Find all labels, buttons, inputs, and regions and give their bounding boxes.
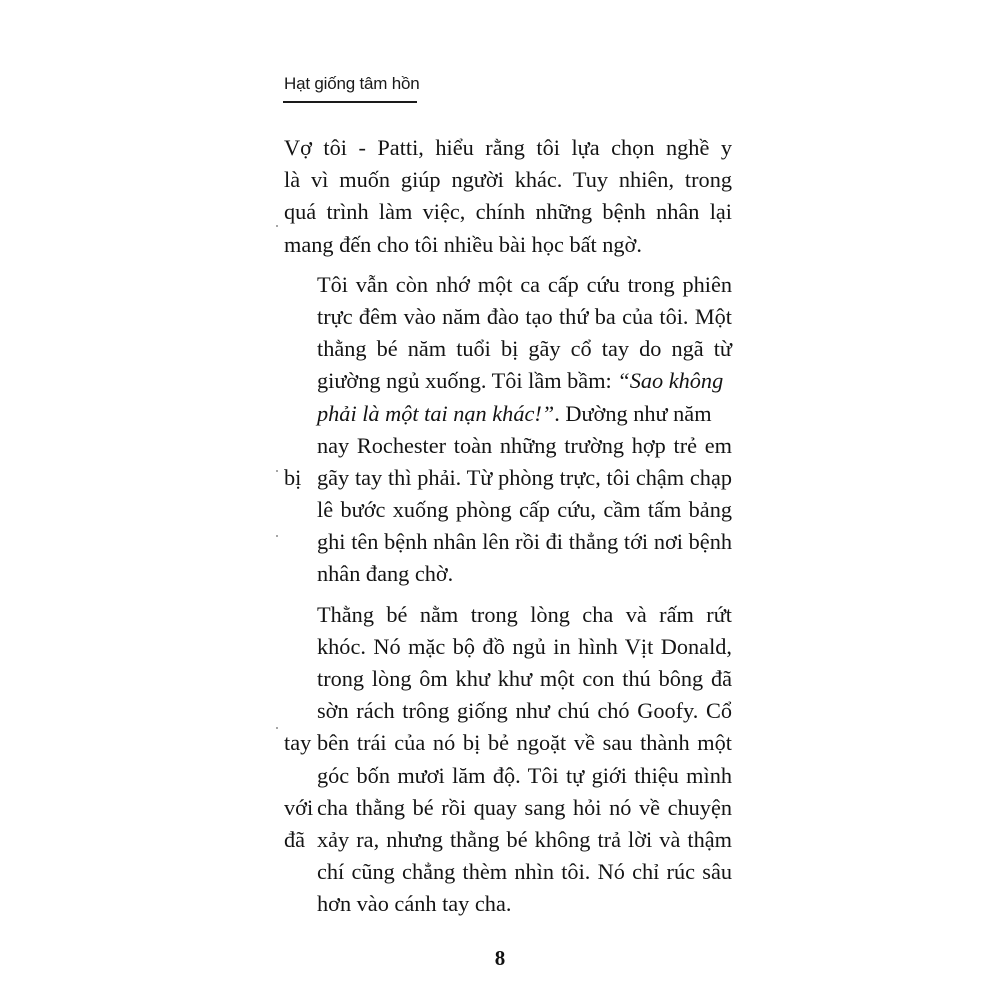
text-line: ghi tên bệnh nhân lên rồi đi thẳng tới nơi bệnh (317, 529, 732, 555)
text-line: nhân đang chờ. (317, 561, 454, 587)
text-line: gãy tay thì phải. Từ phòng trực, tôi chậm chạp (317, 464, 732, 490)
scan-speck (276, 470, 278, 472)
running-header-title: Hạt giống tâm hồn (284, 74, 420, 93)
text-line: mang đến cho tôi nhiều bài học bất ngờ. (284, 231, 642, 257)
text-line: nay Rochester toàn những trường hợp trẻ em bị (284, 432, 732, 490)
text-line: sờn rách trông giống như chú chó Goofy. Cổ tay (284, 698, 732, 756)
text-run: . Dường như năm (554, 400, 712, 426)
text-line: trực đêm vào năm đào tạo thứ ba của tôi. Một (317, 303, 732, 329)
text-line: xảy ra, nhưng thằng bé không trả lời và thậm (317, 826, 732, 852)
text-line: là vì muốn giúp người khác. Tuy nhiên, trong (284, 167, 732, 193)
text-line: quá trình làm việc, chính những bệnh nhân lại (284, 199, 732, 225)
text-line: bên trái của nó bị bẻ ngoặt về sau thành một (317, 730, 732, 756)
text-line: trong lòng ôm khư khư một con thú bông đã (317, 666, 732, 691)
body-text (284, 132, 732, 929)
page-number: 8 (494, 946, 506, 970)
paragraph-1 (284, 132, 732, 261)
text-line: lê bước xuống phòng cấp cứu, cầm tấm bảng (317, 497, 732, 523)
text-line-with-quote (284, 398, 732, 430)
quote-start: “Sao không (617, 368, 724, 394)
text-line: Tôi vẫn còn nhớ một ca cấp cứu trong phiên (317, 271, 732, 297)
text-line: góc bốn mươi lăm độ. Tôi tự giới thiệu mình với (284, 762, 732, 820)
paragraph-3 (284, 599, 732, 921)
text-line: cha thằng bé rồi quay sang hỏi nó về chuyện đã (284, 794, 732, 852)
header-underline (283, 101, 417, 103)
text-line: hơn vào cánh tay cha. (317, 891, 512, 917)
paragraph-2 (284, 269, 732, 591)
text-line: khóc. Nó mặc bộ đồ ngủ in hình Vịt Donald, (317, 633, 732, 659)
text-line: thằng bé năm tuổi bị gãy cổ tay do ngã từ (317, 336, 732, 362)
text-line: Vợ tôi - Patti, hiểu rằng tôi lựa chọn nghề y (284, 135, 732, 160)
text-line: chí cũng chẳng thèm nhìn tôi. Nó chỉ rúc sâu (317, 859, 732, 885)
scan-speck (276, 225, 278, 227)
scan-speck (276, 535, 278, 537)
text-run: giường ngủ xuống. Tôi lầm bầm: (317, 368, 618, 394)
text-line-with-quote (284, 365, 732, 397)
scan-speck (276, 727, 278, 729)
quote-end: phải là một tai nạn khác!” (317, 400, 555, 426)
text-line: Thằng bé nằm trong lòng cha và rấm rứt (317, 601, 732, 627)
